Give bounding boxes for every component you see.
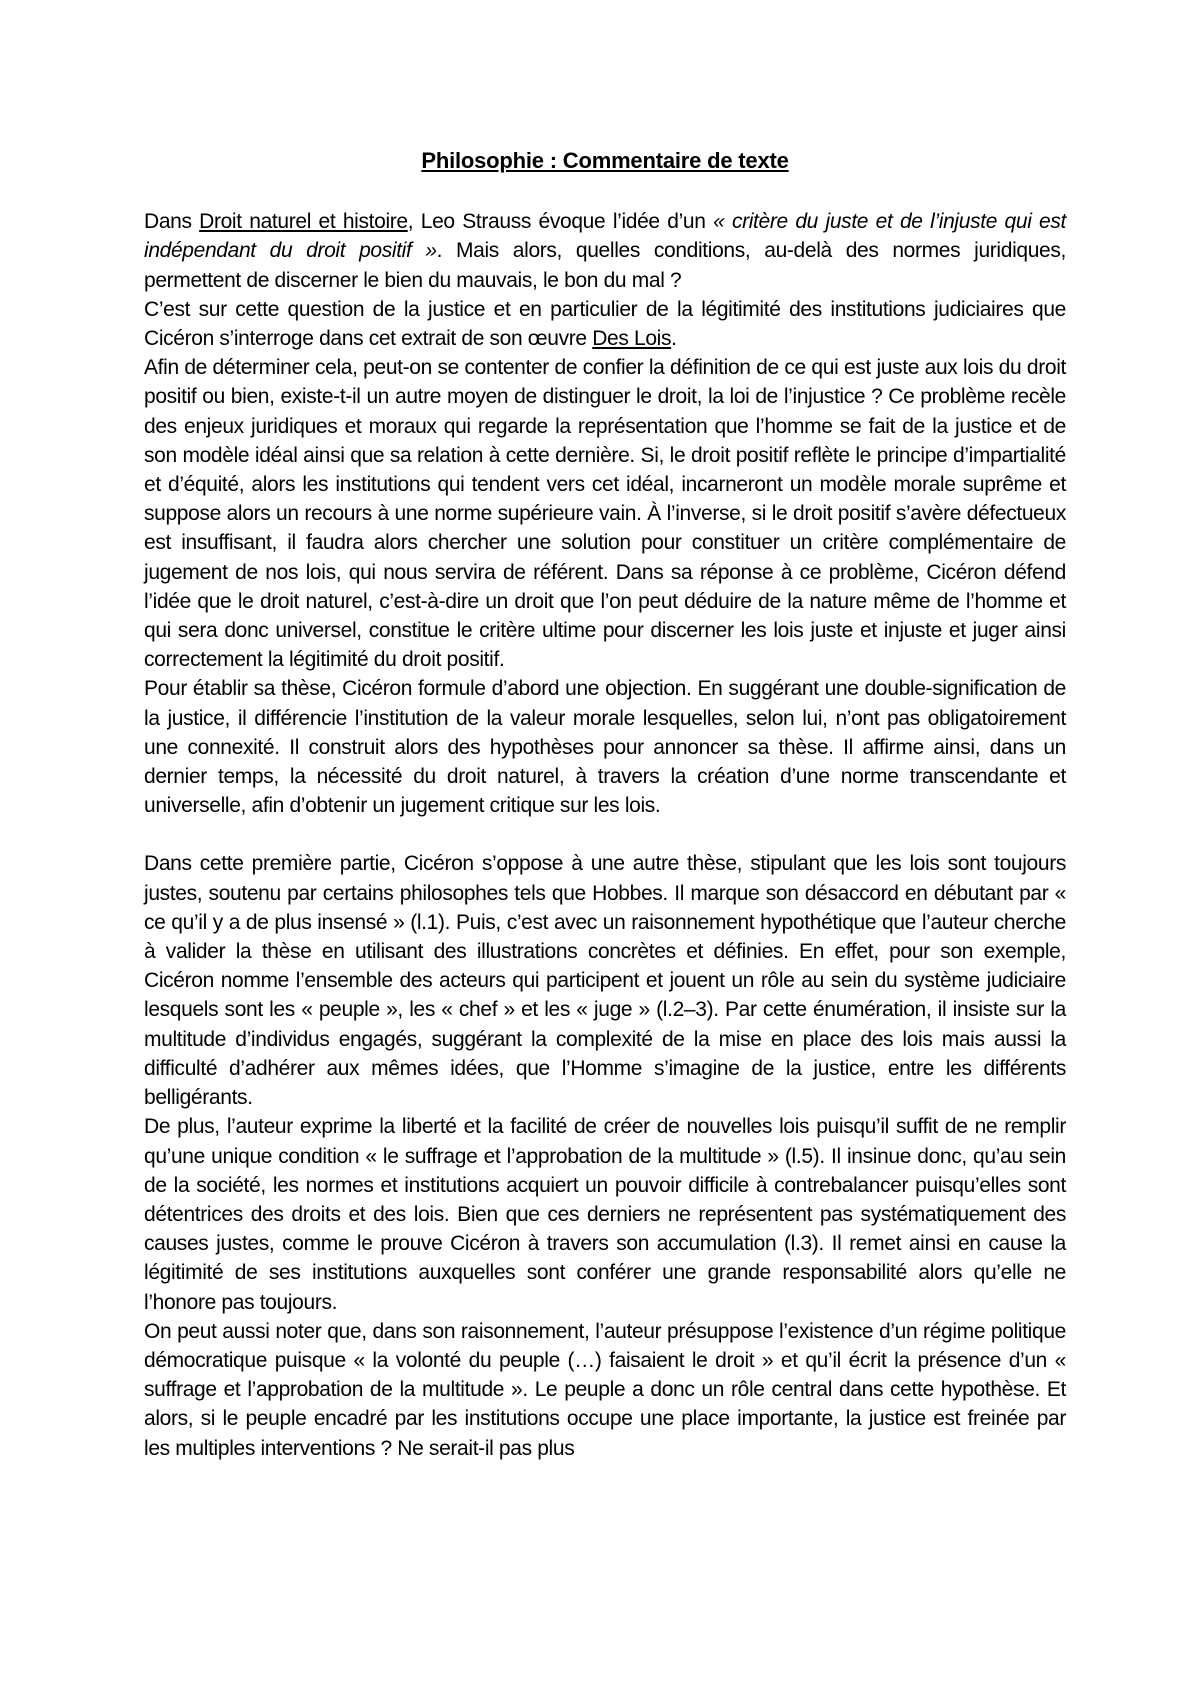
part1-paragraph-2: De plus, l’auteur exprime la liberté et la facilité de créer de nouvelles lois puisqu’il suffit de ne remplir qu’une unique condition « le suffrage et l’approbation de la multitude » (l.5). Il insinue donc, qu’au sein de la société, les normes et institutions acquiert un pouvoir difficile à contrebalancer puisqu’elles sont détentrices des droits et des lois. Bien que ces derniers ne représentent pas systématiquement des causes justes, comme le prouve Cicéron à travers son accumulation (l.3). Il remet ainsi en cause la légitimité de ses institutions auxquelles sont conférer une grande responsabilité alors qu’elle ne l’honore pas toujours.: [144, 1115, 1066, 1314]
intro-p1-end: . Mais alors, quelles conditions, au-delà des normes juridiques, permettent de discerner le bien du mauvais, le bon du mal ?: [144, 239, 1067, 292]
intro-paragraph-1: [144, 207, 1066, 295]
paragraph-gap: [144, 820, 1066, 849]
intro-p1-mid: , Leo Strauss évoque l’idée d’un: [407, 210, 714, 234]
strauss-quote: « critère du juste et de l’injuste qui est indépendant du droit positif »: [144, 210, 1066, 263]
intro-p1-lead: Dans: [144, 210, 200, 234]
intro-paragraph-4: Pour établir sa thèse, Cicéron formule d’abord une objection. En suggérant une double-signification de la justice, il différencie l’institution de la valeur morale lesquelles, selon lui, n’ont pas obligatoirement une connexité. Il construit alors des hypothèses pour annoncer sa thèse. Il affirme ainsi, dans un dernier temps, la nécessité du droit naturel, à travers la création d’une norme transcendante et universelle, afin d’obtenir un jugement critique sur les lois.: [144, 677, 1066, 818]
intro-p2-end: .: [671, 327, 677, 351]
page-title: Philosophie : Commentaire de texte: [421, 148, 789, 173]
intro-paragraph-3: Afin de déterminer cela, peut-on se contenter de confier la définition de ce qui est juste aux lois du droit positif ou bien, existe-t-il un autre moyen de distinguer le droit, la loi de l’injustice ? Ce problème recèle des enjeux juridiques et moraux qui regarde la représentation que l’homme se fait de la justice et de son modèle idéal ainsi que sa relation à cette dernière. Si, le droit positif reflète le principe d’impartialité et d’équité, alors les institutions qui tendent vers cet idéal, incarneront un modèle morale suprême et suppose alors un recours à une norme supérieure vain. À l’inverse, si le droit positif s’avère défectueux est insuffisant, il faudra alors chercher une solution pour constituer un critère complémentaire de jugement de nos lois, qui nous servira de référent. Dans sa réponse à ce problème, Cicéron défend l’idée que le droit naturel, c’est-à-dire un droit que l’on peut déduire de la nature même de l’homme et qui sera donc universel, constitue le critère ultime pour discerner les lois juste et injuste et juger ainsi correctement la légitimité du droit positif.: [144, 356, 1066, 672]
book-title-droit-naturel: Droit naturel et histoire: [199, 210, 408, 234]
intro-paragraph-2: [144, 295, 1066, 353]
document-page: [144, 146, 1066, 1463]
intro-p2-lead: C’est sur cette question de la justice et en particulier de la légitimité des institutions judiciaires que Cicéron s’interroge dans cet extrait de son œuvre: [144, 297, 1066, 351]
part1-paragraph-3: On peut aussi noter que, dans son raisonnement, l’auteur présuppose l’existence d’un régime politique démocratique puisque « la volonté du peuple (…) faisaient le droit » et qu’il écrit la présence d’un « suffrage et l’approbation de la multitude ». Le peuple a donc un rôle central dans cette hypothèse. Et alors, si le peuple encadré par les institutions occupe une place importante, la justice est freinée par les multiples interventions ? Ne serait-il pas plus: [144, 1319, 1066, 1460]
book-title-des-lois: Des Lois: [592, 327, 672, 351]
part1-paragraph-1: Dans cette première partie, Cicéron s’oppose à une autre thèse, stipulant que les lois sont toujours justes, soutenu par certains philosophes tels que Hobbes. Il marque son désaccord en débutant par « ce qu’il y a de plus insensé » (l.1). Puis, c’est avec un raisonnement hypothétique que l’auteur cherche à valider la thèse en utilisant des illustrations concrètes et définies. En effet, pour son exemple, Cicéron nomme l’ensemble des acteurs qui participent et jouent un rôle au sein du système judiciaire lesquels sont les « peuple », les « chef » et les « juge » (l.2–3). Par cette énumération, il insiste sur la multitude d’individus engagés, suggérant la complexité de la mise en place des lois mais aussi la difficulté d’adhérer aux mêmes idées, que l’Homme s’imagine de la justice, entre les différents belligérants.: [144, 852, 1066, 1110]
